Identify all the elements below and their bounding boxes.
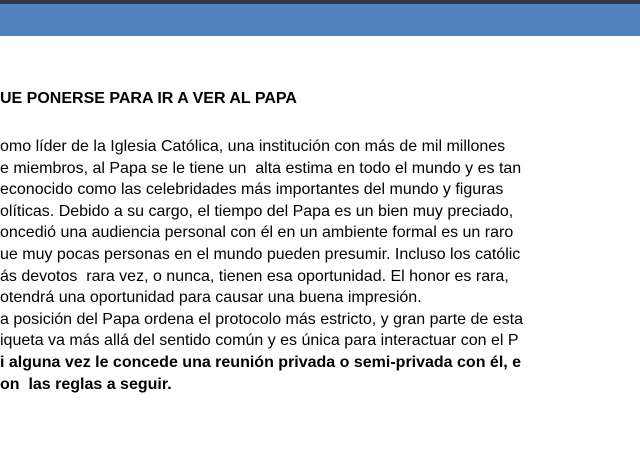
- body-line: a posición del Papa ordena el protocolo más estricto, y gran parte de esta: [0, 310, 523, 328]
- body-line-bold: on las reglas a seguir.: [0, 375, 172, 393]
- body-line-bold: i alguna vez le concede una reunión privada o semi-privada con él, e: [0, 353, 522, 371]
- body-line: oncedió una audiencia personal con él en un ambiente formal es un raro: [0, 224, 514, 242]
- body-line: iqueta va más allá del sentido común y es única para interactuar con el P: [0, 332, 519, 350]
- body-line: ue muy pocas personas en el mundo pueden presumir. Incluso los católic: [0, 245, 521, 263]
- body-line: omo líder de la Iglesia Católica, una institución con más de mil millones: [0, 138, 506, 155]
- body-line: econocido como las celebridades más importantes del mundo y figuras: [0, 181, 504, 199]
- document-title: UE PONERSE PARA IR A VER AL PAPA: [0, 90, 297, 107]
- body-line: otendrá una oportunidad para causar una buena impresión.: [0, 289, 422, 307]
- document-body: [0, 136, 640, 395]
- header-bar: [0, 4, 640, 36]
- body-line: e miembros, al Papa se le tiene un alta estima en todo el mundo y es tan: [0, 159, 522, 177]
- body-line: ás devotos rara vez, o nunca, tienen esa oportunidad. El honor es rara,: [0, 267, 509, 285]
- body-line: olíticas. Debido a su cargo, el tiempo del Papa es un bien muy preciado,: [0, 202, 514, 220]
